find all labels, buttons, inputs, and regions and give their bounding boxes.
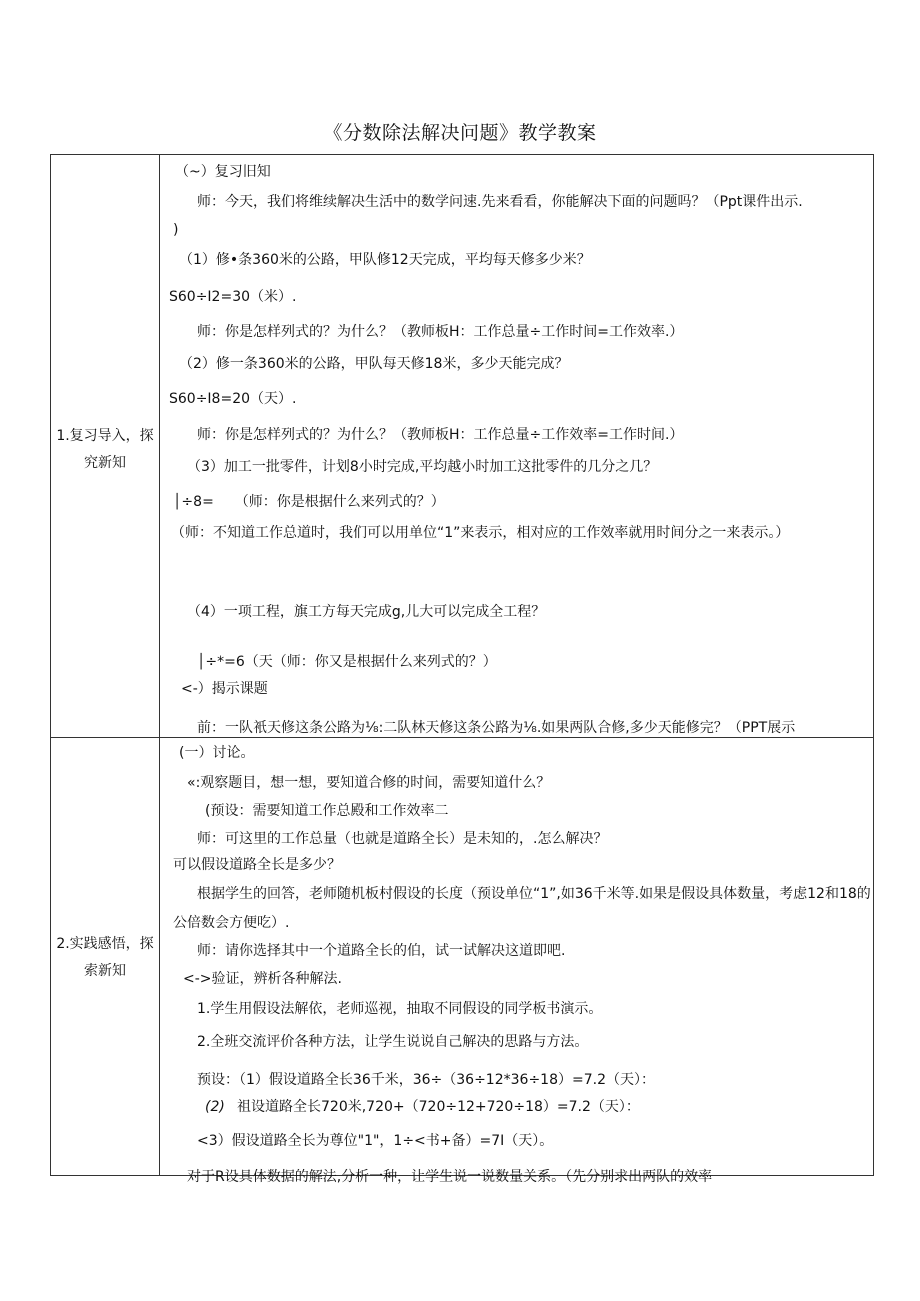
text-line: 根据学生的回答，老师随机板村假设的长度（预设单位“1”,如36千米等.如果是假设具体数量，考虑12和18的公倍数会方便吃）. (173, 886, 871, 931)
text-line: （~）复习旧知 (175, 164, 271, 180)
text-line: ) (173, 222, 179, 238)
text-line: 师：你是怎样列式的？为什么？（教师板H：工作总量÷工作时间=工作效率.） (197, 324, 684, 340)
text-line: 1.学生用假设法解依，老师巡视，抽取不同假设的同学板书演示。 (197, 1001, 603, 1017)
section-1-label: 1.复习导入，探究新知 (56, 428, 154, 471)
text-line: （4）一项工程，旗工方每天完成g,儿大可以完成全工程？ (187, 604, 546, 620)
text-line: 2.全班交流评价各种方法，让学生说说自己解决的思路与方法。 (197, 1034, 589, 1050)
text-line: 可以假设道路全长是多少？ (173, 857, 341, 873)
lesson-table (50, 154, 874, 1185)
text-line: (一）讨论。 (179, 745, 255, 761)
text-line: │÷8= （师：你是根据什么来列式的？） (173, 494, 445, 510)
text-line: 师：今天，我们将维续解决生活中的数学问速.先来看看，你能解决下面的问题吗？（Ppt课件出示. (197, 194, 803, 210)
text-line: 前：一队衹天修这条公路为⅛:二队林天修这条公路为⅛.如果两队合修,多少天能修完？（PPT展示 (197, 720, 796, 736)
text-line: (2) (205, 1099, 225, 1115)
text-line: 对于R设具体数据的解法,分析一种，让学生说一说数量关系。（先分别求出两队的效率 (187, 1169, 713, 1185)
text-line: （3）加工一批零件，计划8小时完成,平均越小时加工这批零件的几分之几？ (187, 459, 658, 475)
text-line: （师：不知道工作总道时，我们可以用单位“1”来表示，相对应的工作效率就用时间分之一来表示。） (171, 525, 790, 541)
text-line: 祖设道路全长720米,720+（720÷12+720÷18）=7.2（天）： (237, 1099, 640, 1115)
text-line: 师：可这里的工作总量（也就是道路全长）是未知的，.怎么解决？ (197, 831, 608, 847)
text-line: │÷*=6（天（师：你又是根据什么来列式的？） (197, 654, 497, 670)
text-line: «:观察题目，想一想，要知道合修的时间，需要知道什么？ (187, 775, 551, 791)
section-1-content (161, 155, 873, 737)
text-line: （1）修•条360米的公路，甲队修12天完成，平均每天修多少米？ (179, 252, 591, 268)
text-line: <-）揭示课题 (181, 681, 268, 697)
text-line: (预设：需要知道工作总殿和工作效率二 (205, 803, 449, 819)
column-divider (159, 155, 160, 1175)
section-2-label: 2.实践感悟，探索新知 (56, 936, 154, 979)
text-line: <->验证，辨析各种解法. (183, 971, 342, 987)
document-title: 《分数除法解决问题》教学教案 (323, 122, 597, 144)
text-line: 师：你是怎样列式的？为什么？（教师板H：工作总量÷工作效率=工作时间.） (197, 427, 684, 443)
text-line: （2）修一条360米的公路，甲队每天修18米，多少天能完成？ (179, 356, 569, 372)
text-line: 师：请你选择其中一个道路全长的伯，试一试解决这道即吧. (197, 943, 566, 959)
text-line: 预设：（1）假设道路全长36千米，36÷（36÷12*36÷18）=7.2（天）： (197, 1072, 655, 1088)
text-line: <3）假设道路全长为尊位"1"，1÷<书+备）=7I（天）。 (197, 1133, 554, 1149)
text-line: S60÷I8=20（天）. (169, 391, 297, 407)
section-2-content (161, 738, 873, 1185)
text-line: S60÷I2=30（米）. (169, 289, 297, 305)
